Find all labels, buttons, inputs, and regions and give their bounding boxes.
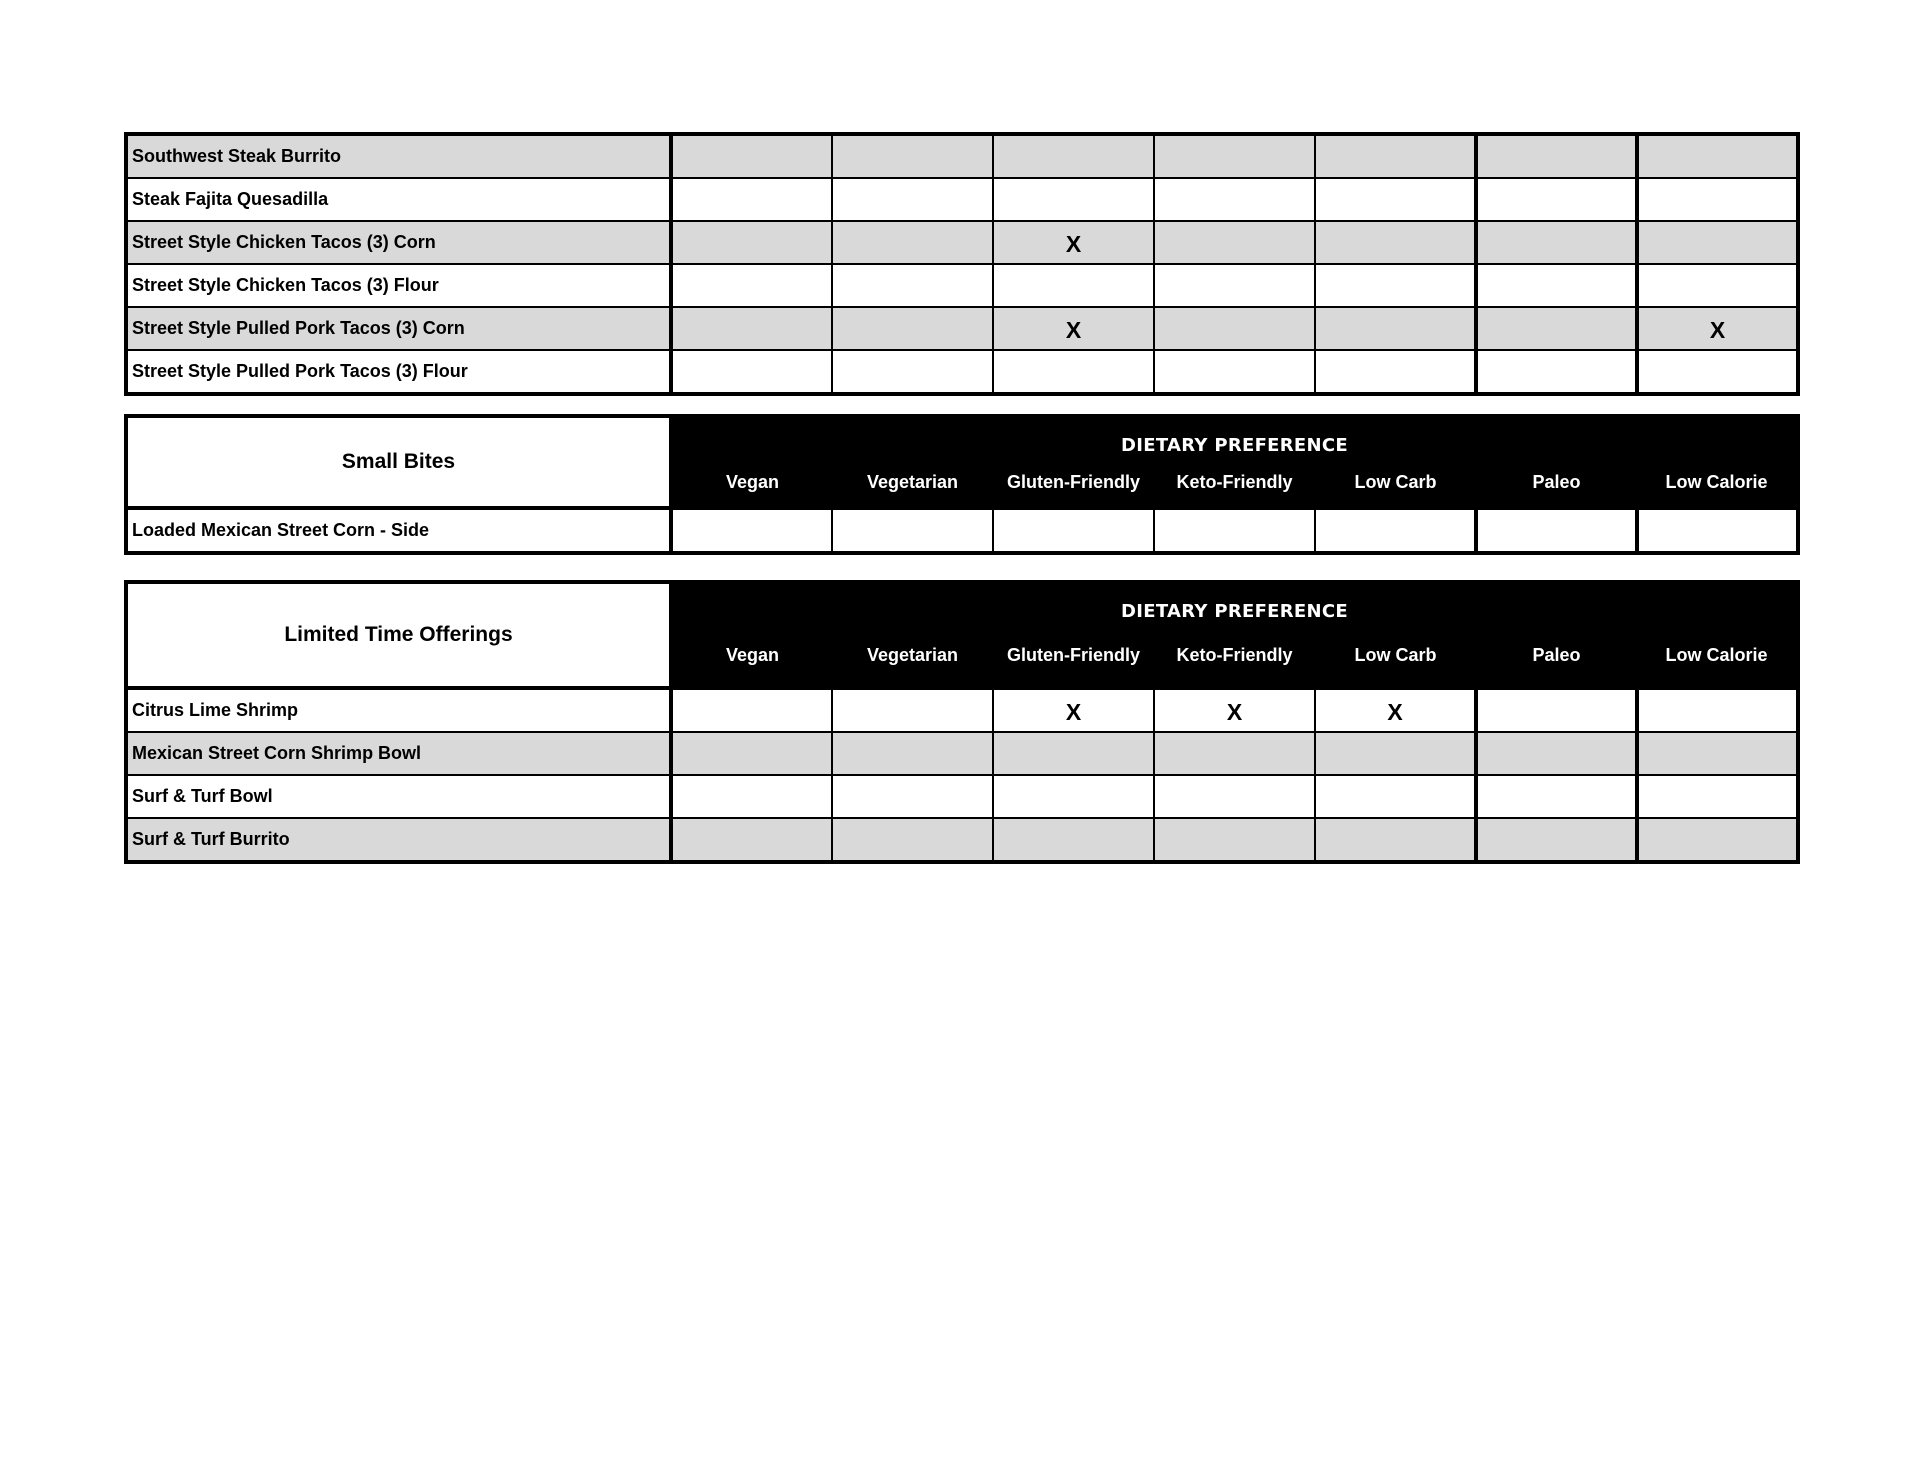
mark-paleo xyxy=(1476,350,1637,394)
column-header-paleo: Paleo xyxy=(1476,458,1637,508)
column-header-gluten-friendly: Gluten-Friendly xyxy=(993,624,1154,688)
mark-vegan xyxy=(671,134,832,178)
column-header-keto-friendly: Keto-Friendly xyxy=(1154,624,1315,688)
mark-vegan xyxy=(671,307,832,350)
column-header-low-carb: Low Carb xyxy=(1315,458,1476,508)
mark-gluten-friendly: X xyxy=(993,221,1154,264)
menu-item-row xyxy=(126,688,1798,732)
mark-vegetarian xyxy=(832,508,993,553)
column-header-vegetarian: Vegetarian xyxy=(832,458,993,508)
mark-low-calorie xyxy=(1637,264,1798,307)
column-header-vegan: Vegan xyxy=(671,458,832,508)
mark-vegan xyxy=(671,221,832,264)
menu-item-row xyxy=(126,178,1798,221)
menu-item-row xyxy=(126,264,1798,307)
mark-low-carb xyxy=(1315,307,1476,350)
mark-gluten-friendly xyxy=(993,775,1154,818)
mark-paleo xyxy=(1476,264,1637,307)
mark-low-carb xyxy=(1315,818,1476,862)
mark-vegetarian xyxy=(832,264,993,307)
column-header-gluten-friendly: Gluten-Friendly xyxy=(993,458,1154,508)
menu-item-name: Street Style Chicken Tacos (3) Flour xyxy=(126,264,671,307)
mark-paleo xyxy=(1476,307,1637,350)
mark-paleo xyxy=(1476,221,1637,264)
limited-time-rows xyxy=(126,688,1798,862)
menu-item-row xyxy=(126,221,1798,264)
mark-vegetarian xyxy=(832,732,993,775)
section-title: Limited Time Offerings xyxy=(126,582,671,688)
menu-item-name: Southwest Steak Burrito xyxy=(126,134,671,178)
mark-low-carb xyxy=(1315,732,1476,775)
menu-item-name: Loaded Mexican Street Corn - Side xyxy=(126,508,671,553)
column-header-vegan: Vegan xyxy=(671,624,832,688)
mark-low-calorie xyxy=(1637,350,1798,394)
mark-low-calorie: X xyxy=(1637,307,1798,350)
column-header-low-carb: Low Carb xyxy=(1315,624,1476,688)
mark-keto-friendly xyxy=(1154,775,1315,818)
mark-vegan xyxy=(671,264,832,307)
mark-vegetarian xyxy=(832,775,993,818)
mark-low-carb xyxy=(1315,264,1476,307)
mark-gluten-friendly xyxy=(993,818,1154,862)
mark-low-carb xyxy=(1315,775,1476,818)
mark-low-carb xyxy=(1315,178,1476,221)
mark-low-carb xyxy=(1315,134,1476,178)
mark-keto-friendly xyxy=(1154,732,1315,775)
menu-item-name: Citrus Lime Shrimp xyxy=(126,688,671,732)
mark-gluten-friendly: X xyxy=(993,307,1154,350)
mark-vegan xyxy=(671,350,832,394)
mark-vegan xyxy=(671,688,832,732)
column-header-low-calorie: Low Calorie xyxy=(1637,624,1798,688)
mark-low-calorie xyxy=(1637,732,1798,775)
menu-item-row xyxy=(126,732,1798,775)
dietary-preference-header: DIETARY PREFERENCE xyxy=(671,416,1798,458)
mark-vegan xyxy=(671,732,832,775)
mark-keto-friendly xyxy=(1154,307,1315,350)
mark-gluten-friendly: X xyxy=(993,688,1154,732)
continued-menu-table xyxy=(124,132,1800,396)
mark-vegetarian xyxy=(832,818,993,862)
mark-vegetarian xyxy=(832,307,993,350)
mark-vegetarian xyxy=(832,134,993,178)
section-title: Small Bites xyxy=(126,416,671,508)
mark-gluten-friendly xyxy=(993,178,1154,221)
small-bites-table xyxy=(124,414,1800,555)
mark-vegetarian xyxy=(832,221,993,264)
mark-vegan xyxy=(671,818,832,862)
mark-paleo xyxy=(1476,688,1637,732)
limited-time-offerings-table xyxy=(124,580,1800,864)
mark-low-carb: X xyxy=(1315,688,1476,732)
menu-item-name: Mexican Street Corn Shrimp Bowl xyxy=(126,732,671,775)
mark-gluten-friendly xyxy=(993,732,1154,775)
mark-gluten-friendly xyxy=(993,350,1154,394)
menu-item-name: Steak Fajita Quesadilla xyxy=(126,178,671,221)
mark-keto-friendly xyxy=(1154,134,1315,178)
small-bites-rows xyxy=(126,508,1798,553)
menu-item-name: Street Style Pulled Pork Tacos (3) Flour xyxy=(126,350,671,394)
mark-paleo xyxy=(1476,508,1637,553)
menu-item-name: Surf & Turf Burrito xyxy=(126,818,671,862)
mark-low-calorie xyxy=(1637,134,1798,178)
menu-item-row xyxy=(126,307,1798,350)
column-header-low-calorie: Low Calorie xyxy=(1637,458,1798,508)
menu-item-name: Street Style Chicken Tacos (3) Corn xyxy=(126,221,671,264)
menu-item-row xyxy=(126,508,1798,553)
dietary-preference-header: DIETARY PREFERENCE xyxy=(671,582,1798,624)
column-header-paleo: Paleo xyxy=(1476,624,1637,688)
mark-gluten-friendly xyxy=(993,134,1154,178)
menu-item-row xyxy=(126,818,1798,862)
mark-low-carb xyxy=(1315,221,1476,264)
mark-paleo xyxy=(1476,178,1637,221)
mark-paleo xyxy=(1476,732,1637,775)
mark-keto-friendly xyxy=(1154,178,1315,221)
mark-vegan xyxy=(671,775,832,818)
mark-low-calorie xyxy=(1637,508,1798,553)
mark-vegan xyxy=(671,178,832,221)
mark-vegetarian xyxy=(832,178,993,221)
mark-keto-friendly xyxy=(1154,818,1315,862)
mark-keto-friendly xyxy=(1154,508,1315,553)
mark-gluten-friendly xyxy=(993,508,1154,553)
mark-low-calorie xyxy=(1637,818,1798,862)
mark-vegetarian xyxy=(832,688,993,732)
mark-low-calorie xyxy=(1637,178,1798,221)
column-header-vegetarian: Vegetarian xyxy=(832,624,993,688)
continued-menu-rows xyxy=(126,134,1798,394)
menu-item-name: Surf & Turf Bowl xyxy=(126,775,671,818)
mark-keto-friendly xyxy=(1154,350,1315,394)
menu-item-row xyxy=(126,775,1798,818)
mark-low-carb xyxy=(1315,350,1476,394)
mark-low-calorie xyxy=(1637,775,1798,818)
mark-keto-friendly xyxy=(1154,264,1315,307)
mark-keto-friendly: X xyxy=(1154,688,1315,732)
mark-gluten-friendly xyxy=(993,264,1154,307)
menu-item-row xyxy=(126,134,1798,178)
mark-paleo xyxy=(1476,134,1637,178)
menu-item-name: Street Style Pulled Pork Tacos (3) Corn xyxy=(126,307,671,350)
mark-vegetarian xyxy=(832,350,993,394)
mark-low-carb xyxy=(1315,508,1476,553)
mark-paleo xyxy=(1476,775,1637,818)
mark-low-calorie xyxy=(1637,688,1798,732)
column-header-keto-friendly: Keto-Friendly xyxy=(1154,458,1315,508)
menu-item-row xyxy=(126,350,1798,394)
mark-vegan xyxy=(671,508,832,553)
mark-paleo xyxy=(1476,818,1637,862)
mark-low-calorie xyxy=(1637,221,1798,264)
mark-keto-friendly xyxy=(1154,221,1315,264)
